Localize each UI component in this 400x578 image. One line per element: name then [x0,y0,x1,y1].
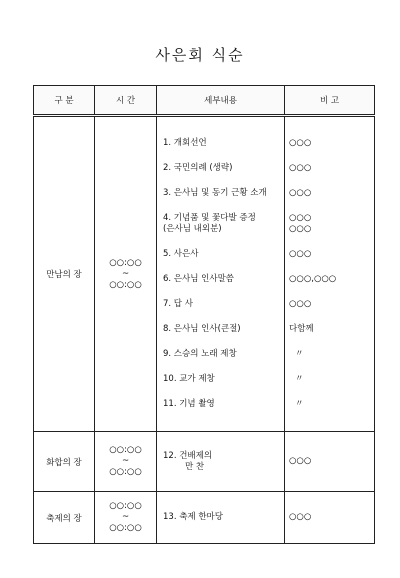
section-name: 축제의 장 [34,492,95,544]
note-item: 다함께 [289,324,314,334]
list-item: 7. 답 사 [163,299,193,309]
list-item: 3. 은사님 및 동기 근황 소개 [163,188,267,198]
program-list [157,133,284,415]
table-row [34,116,375,432]
list-item: 12. 건배제의 [163,450,213,461]
program-list [157,446,284,478]
note-item: ○○○ [289,163,312,173]
note-item: 〃 [295,374,304,384]
program-cell [157,116,285,432]
note-item: ○○○ [289,456,312,466]
list-item: 9. 스승의 노래 제창 [163,349,237,359]
list-item: 11. 기념 촬영 [163,399,215,409]
time-start: ○○:○○ [109,445,142,455]
list-item: 8. 은사님 인사(큰절) [163,324,241,334]
note-cell [285,432,375,492]
document-title: 사은회 식순 [155,46,245,64]
table-row [34,492,375,544]
section-time [95,492,157,544]
list-item: 만 찬 [185,461,205,472]
note-list [285,133,374,415]
time-sep: ~ [121,268,130,279]
list-item: 5. 사은사 [163,249,199,259]
list-item: 6. 은사님 인사말씀 [163,274,234,284]
header-program: 세부내용 [157,86,285,116]
note-item: ○○○ [289,224,312,234]
note-item: 〃 [295,349,304,359]
list-item: 2. 국민의례 (생략) [163,163,233,173]
list-item: 1. 개회선언 [163,138,207,148]
note-cell [285,116,375,432]
note-item: 〃 [295,399,304,409]
list-item: 13. 축제 한마당 [163,512,223,522]
header-note: 비 고 [285,86,375,116]
section-name: 화합의 장 [34,432,95,492]
list-item: 10. 교가 제창 [163,374,215,384]
note-list [285,507,374,528]
time-start: ○○:○○ [109,257,142,268]
note-item: ○○○ [289,213,312,223]
time-end: ○○:○○ [109,467,142,477]
schedule-table [33,85,375,544]
note-item: ○○○ [289,188,312,198]
table-header-row [34,86,375,116]
note-item: ○○○ [289,138,312,148]
time-end: ○○:○○ [109,523,142,533]
list-item: 4. 기념품 및 꽃다발 증정 [163,213,256,223]
time-sep: ~ [121,512,130,522]
time-start: ○○:○○ [109,501,142,511]
time-end: ○○:○○ [109,279,142,290]
note-cell [285,492,375,544]
header-time: 시 간 [95,86,157,116]
list-item: (은사님 내외분) [163,224,222,234]
program-list [157,507,284,528]
note-item: ○○○ [289,512,312,522]
note-item: ○○○ [289,249,312,259]
table-row [34,432,375,492]
section-time [95,432,157,492]
note-item: ○○○ [289,299,312,309]
note-list [285,451,374,472]
header-section: 구 분 [34,86,95,116]
time-sep: ~ [121,456,130,466]
program-cell [157,432,285,492]
program-cell [157,492,285,544]
section-time [95,116,157,432]
note-item: ○○○,○○○ [289,274,337,284]
section-name: 만남의 장 [34,116,95,432]
